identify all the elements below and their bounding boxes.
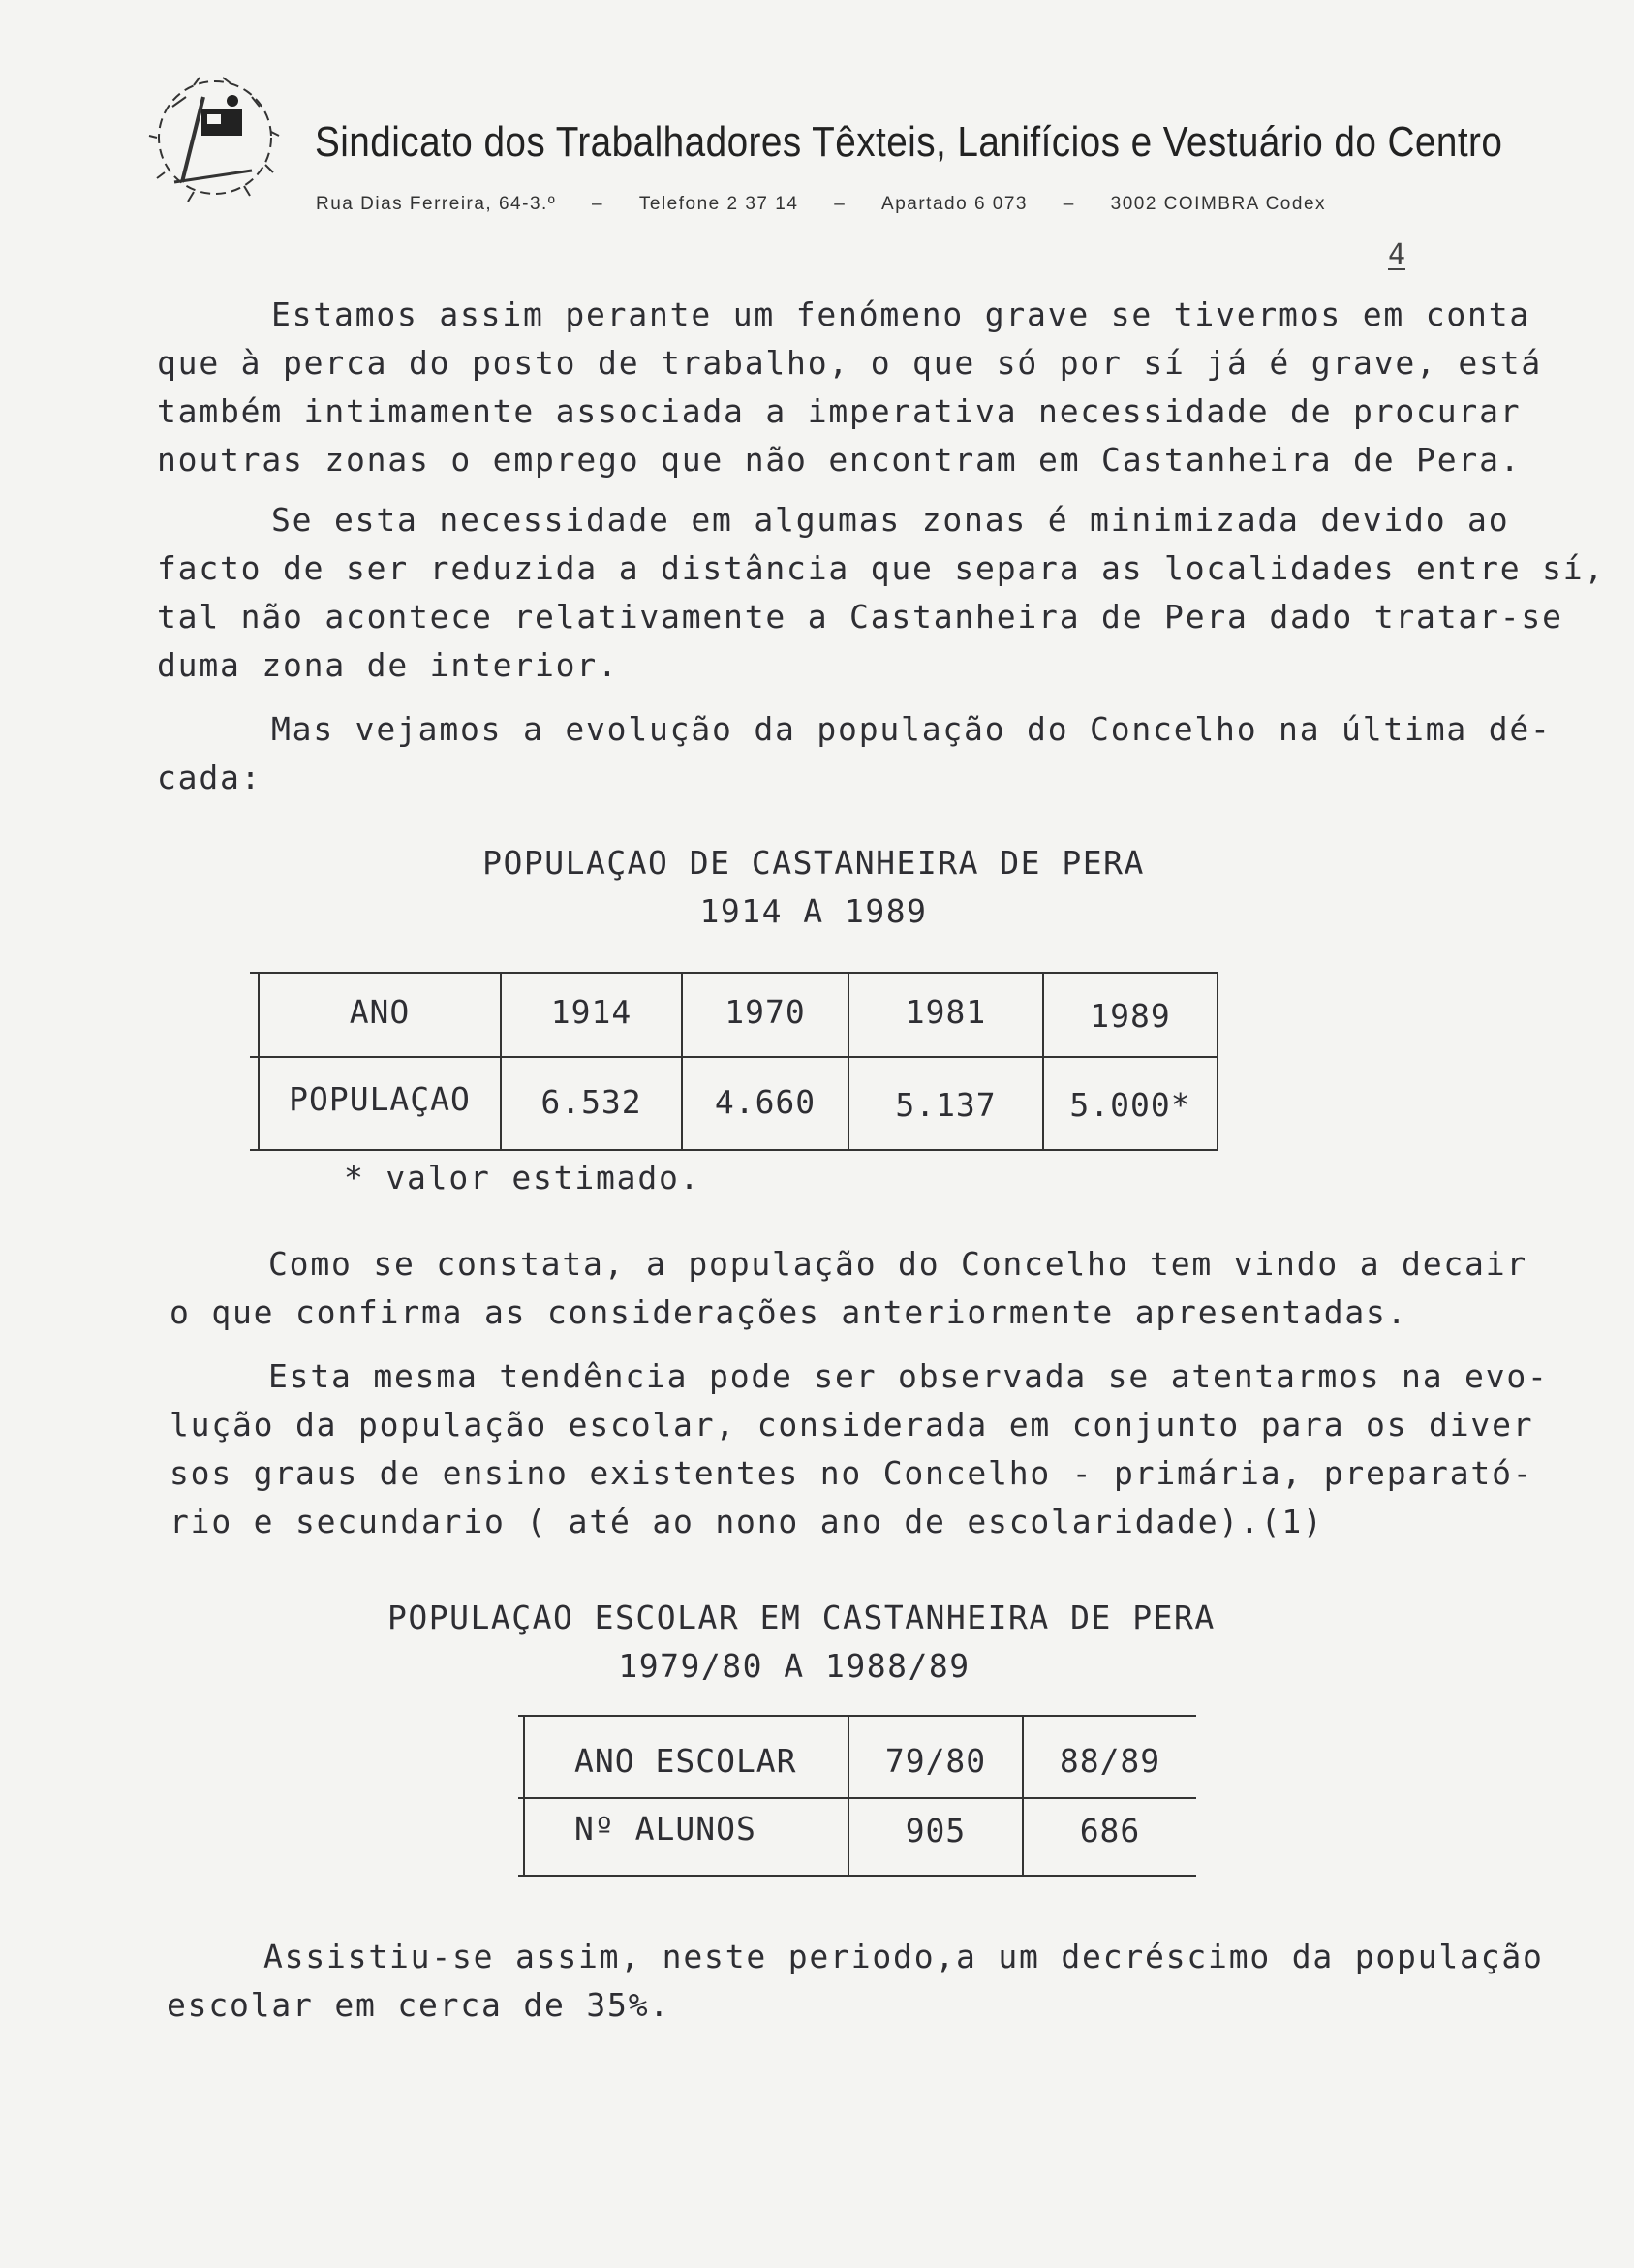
table-cell: 4.660 [714, 1083, 817, 1121]
table2-title-line2: 1979/80 A 1988/89 [618, 1647, 971, 1685]
school-population-table [518, 1715, 1196, 1880]
table-row-label: Nº ALUNOS [574, 1810, 756, 1848]
paragraph-4 [170, 1240, 1527, 1337]
text-line: duma zona de interior. [157, 646, 619, 684]
table-header-cell: ANO ESCOLAR [574, 1742, 797, 1780]
text-line: lução da população escolar, considerada em conjunto para os diver [170, 1406, 1534, 1444]
paragraph-5 [170, 1352, 1549, 1546]
text-line: cada: [157, 759, 262, 796]
table-header-cell: ANO [349, 993, 411, 1031]
text-line: também intimamente associada a imperativa necessidade de procurar [157, 392, 1522, 430]
po-box: Apartado 6 073 [881, 194, 1028, 214]
table-header-cell: 1981 [905, 993, 987, 1031]
text-line: Estamos assim perante um fenómeno grave se tivermos em conta [271, 295, 1531, 333]
text-line: tal não acontece relativamente a Castanheira de Pera dado tratar-se [157, 598, 1563, 636]
table-header-cell: 1989 [1090, 997, 1171, 1035]
table-cell: 905 [905, 1812, 967, 1849]
page-number: 4 [1388, 238, 1406, 272]
table-cell: 686 [1079, 1812, 1141, 1849]
paragraph-2 [157, 496, 1605, 690]
table-header-cell: 88/89 [1059, 1742, 1161, 1780]
text-line: o que confirma as considerações anteriormente apresentadas. [170, 1293, 1408, 1331]
separator: – [834, 194, 847, 214]
street-address: Rua Dias Ferreira, 64-3.º [316, 194, 557, 214]
union-logo-icon [136, 68, 291, 213]
text-line: escolar em cerca de 35%. [167, 1986, 671, 2024]
separator: – [592, 194, 604, 214]
text-line: sos graus de ensino existentes no Concelho - primária, preparató- [170, 1454, 1534, 1492]
separator: – [1063, 194, 1075, 214]
text-line: Assistiu-se assim, neste periodo,a um decréscimo da população [263, 1938, 1544, 1975]
table-cell: 5.137 [895, 1086, 997, 1124]
table1-title [329, 839, 1298, 936]
table1-footnote: * valor estimado. [344, 1159, 701, 1196]
letterhead-address [316, 194, 1326, 215]
text-line: Esta mesma tendência pode ser observada se atentarmos na evo- [268, 1357, 1549, 1395]
table2-title [387, 1594, 1216, 1691]
phone-number: Telefone 2 37 14 [638, 194, 799, 214]
text-line: facto de ser reduzida a distância que separa as localidades entre sí, [157, 549, 1606, 587]
text-line: Mas vejamos a evolução da população do Concelho na última dé- [271, 710, 1552, 748]
organization-name: Sindicato dos Trabalhadores Têxteis, Lanifícios e Vestuário do Centro [315, 118, 1503, 166]
text-line: que à perca do posto de trabalho, o que só por sí já é grave, está [157, 344, 1543, 382]
table2-title-line1: POPULAÇAO ESCOLAR EM CASTANHEIRA DE PERA [387, 1599, 1216, 1636]
text-line: Como se constata, a população do Concelho tem vindo a decair [268, 1245, 1528, 1283]
paragraph-3 [157, 705, 1552, 802]
table1-title-line2: 1914 A 1989 [699, 892, 928, 930]
table-cell: 5.000* [1069, 1086, 1191, 1124]
text-line: noutras zonas o emprego que não encontram em Castanheira de Pera. [157, 441, 1522, 479]
population-table [250, 972, 1218, 1146]
table-cell: 6.532 [540, 1083, 642, 1121]
table1-title-line1: POPULAÇAO DE CASTANHEIRA DE PERA [482, 844, 1145, 882]
city-postcode: 3002 COIMBRA Codex [1110, 194, 1327, 214]
table-header-cell: 1914 [550, 993, 632, 1031]
text-line: Se esta necessidade em algumas zonas é minimizada devido ao [271, 501, 1510, 539]
paragraph-6 [167, 1933, 1544, 2030]
table-header-cell: 79/80 [884, 1742, 987, 1780]
paragraph-1 [157, 291, 1542, 484]
table-header-cell: 1970 [725, 993, 806, 1031]
table-row-label: POPULAÇAO [289, 1080, 471, 1118]
text-line: rio e secundario ( até ao nono ano de escolaridade).(1) [170, 1503, 1324, 1540]
